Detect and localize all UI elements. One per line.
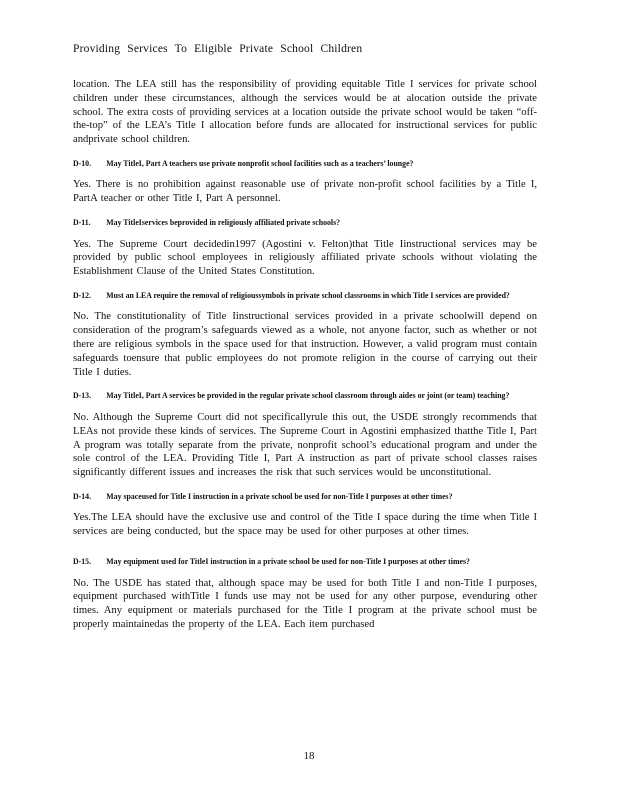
answer-paragraph: Yes. There is no prohibition against reasonable use of private non-profit school facilities by a Title I, PartA teacher or other Title I, Part A personnel. — [73, 179, 537, 205]
answer-paragraph: No. The constitutionality of Title Iinstructional services provided in a private schoolwill depend on consideration of the program’s safeguards viewed as a whole, not anyone factor, such as whether or not there are religious symbols in the space used for that instruction. However, a valid program must contain safeguards toensure that public employees do not promote religion in the course of carrying out their Title I duties. — [73, 311, 537, 378]
answer-paragraph: Yes.The LEA should have the exclusive use and control of the Title I space during the time when Title I services are being conducted, but the space may be used for other purposes at other times. — [73, 512, 537, 538]
question-heading — [73, 389, 534, 403]
question-number: D-12. — [73, 289, 92, 300]
question-number: D-14. — [73, 490, 92, 501]
page-number: 18 — [303, 750, 315, 762]
answer-paragraph: No. The USDE has stated that, although space may be used for both Title I and non-Title I purposes, equipment purchased withTitle I funds use may not be used for any other purpose, evenduring other times. Any equipment or materials purchased for the Title I program at the private school must be properly maintainedas the property of the LEA. Each item purchased — [73, 577, 537, 630]
question-text: May TitleIservices beprovided in religiously affiliated private schools? — [106, 217, 341, 228]
question-number: D-15. — [73, 556, 92, 567]
question-number: D-13. — [73, 390, 92, 401]
question-text: May spaceused for Title I instruction in a private school be used for non-Title I purposes at other times? — [106, 490, 453, 501]
question-text: May TitleI, Part A teachers use private nonprofit school facilities such as a teachers’ lounge? — [106, 157, 414, 168]
question-text: May TitleI, Part A services be provided in the regular private school classroom through aides or joint (or team) teaching? — [106, 390, 510, 401]
question-heading — [73, 555, 534, 569]
answer-paragraph: Yes. The Supreme Court decidedin1997 (Agostini v. Felton)that Title Iinstructional services may be provided by public school employees in religiously affiliated private schools without violating the Establishment Clause of the United States Constitution. — [73, 238, 537, 278]
question-heading — [73, 490, 534, 504]
document-body — [73, 78, 537, 632]
question-text: Must an LEA require the removal of religioussymbols in private school classrooms in which Title I services are provided? — [106, 289, 510, 300]
question-number: D-11. — [73, 217, 91, 228]
answer-paragraph: No. Although the Supreme Court did not specificallyrule this out, the USDE strongly recommends that LEAs not provide these kinds of services. The Supreme Court in Agostini emphasized thatthe Title I, Part A program was totally separate from the private, nonprofit school’s educational program and under the sole control of the LEA. Providing Title I, Part A instruction as part of private school classes raises significantly different issues and increases the risk that such services would be unconstitutional. — [73, 411, 537, 479]
question-heading — [73, 216, 534, 230]
running-header: Providing Services To Eligible Private School Children — [73, 43, 363, 55]
question-text: May equipment used for TitleI instruction in a private school be used for non-Title I purposes at other times? — [106, 556, 470, 567]
question-heading — [73, 289, 534, 303]
question-heading — [73, 157, 534, 171]
intro-paragraph: location. The LEA still has the responsibility of providing equitable Title I services for private school children under these circumstances, although the services would be at alocation outside the private school. The extra costs of providing services at a location outside the private school would be taken “off-the-top” of the LEA’s Title I allocation before funds are allocated for instructional services for public andprivate school children. — [73, 79, 537, 146]
question-number: D-10. — [73, 157, 92, 168]
